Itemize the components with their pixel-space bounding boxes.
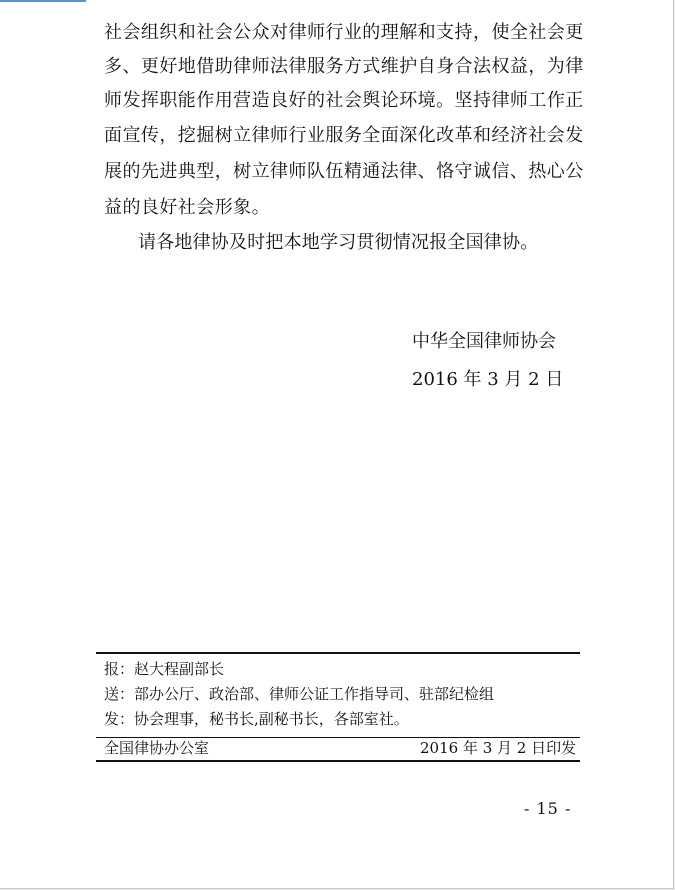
- page-number: - 15 -: [524, 799, 572, 818]
- body-line: 社会组织和社会公众对律师行业的理解和支持，使全社会更: [104, 22, 584, 43]
- distribution-report-to: 报：赵大程副部长: [104, 660, 225, 678]
- distribution-top-rule: [96, 652, 580, 654]
- body-line: 展的先进典型，树立律师队伍精通法律、恪守诚信、热心公: [104, 161, 584, 182]
- distribution-issue-to: 发：协会理事，秘书长,副秘书长，各部室社。: [104, 710, 409, 728]
- body-line: 益的良好社会形象。: [104, 197, 271, 218]
- signature-organization: 中华全国律师协会: [412, 331, 556, 352]
- body-line: 师发挥职能作用营造良好的社会舆论环境。坚持律师工作正: [104, 90, 584, 111]
- page-corner-mark: [0, 0, 86, 2]
- body-line: 面宣传，挖掘树立律师行业服务全面深化改革和经济社会发: [104, 125, 584, 146]
- print-date: 2016 年 3 月 2 日印发: [420, 739, 577, 757]
- closing-request: 请各地律协及时把本地学习贯彻情况报全国律协。: [138, 232, 539, 253]
- distribution-bottom-rule: [96, 760, 580, 762]
- distribution-send-to: 送：部办公厅、政治部、律师公证工作指导司、驻部纪检组: [104, 685, 495, 703]
- issuing-office: 全国律协办公室: [104, 739, 210, 757]
- signature-date: 2016 年 3 月 2 日: [412, 369, 564, 390]
- body-line: 多、更好地借助律师法律服务方式维护自身合法权益，为律: [104, 56, 584, 77]
